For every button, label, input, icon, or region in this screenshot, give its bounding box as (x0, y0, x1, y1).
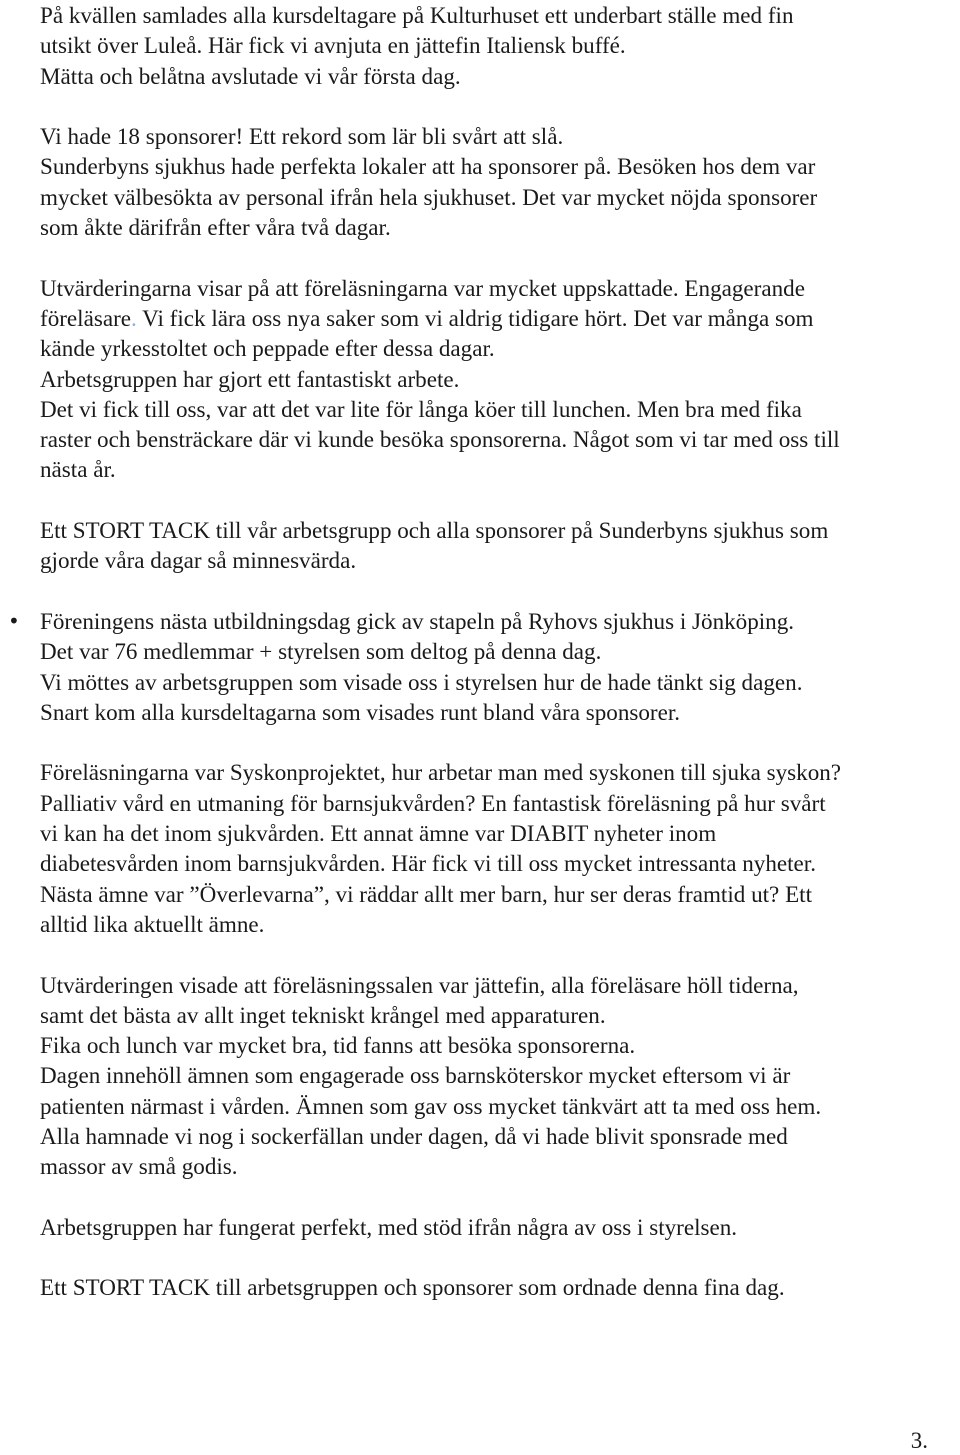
text-line: raster och bensträckare där vi kunde besöka sponsorerna. Något som vi tar med oss till (40, 426, 840, 453)
text-line: mycket välbesökta av personal ifrån hela sjukhuset. Det var mycket nöjda sponsorer (40, 183, 818, 210)
text-line: alltid lika aktuellt ämne. (40, 910, 265, 937)
bullet-paragraph-jonkoping (8, 606, 955, 727)
text-line: samt det bästa av allt inget tekniskt krångel med apparaturen. (40, 1001, 606, 1028)
text-line: Arbetsgruppen har fungerat perfekt, med stöd ifrån några av oss i styrelsen. (40, 1213, 738, 1240)
text-line: På kvällen samlades alla kursdeltagare på Kulturhuset ett underbart ställe med fin (40, 2, 794, 28)
text-fragment: föreläsare (40, 304, 132, 331)
text-line: Snart kom alla kursdeltagarna som visades runt bland våra sponsorer. (40, 698, 681, 725)
text-line: Nästa ämne var ”Överlevarna”, vi räddar allt mer barn, hur ser deras framtid ut? Ett (40, 880, 813, 907)
document-page (8, 0, 955, 1303)
text-line: Sunderbyns sjukhus hade perfekta lokaler att ha sponsorer på. Besöken hos dem var (40, 153, 816, 180)
paragraph-sponsors (40, 121, 955, 242)
paragraph-thanks-1 (40, 515, 955, 576)
text-line: gjorde våra dagar så minnesvärda. (40, 547, 357, 574)
text-line: Vi hade 18 sponsorer! Ett rekord som lär bli svårt att slå. (40, 123, 564, 150)
text-line: Föreningens nästa utbildningsdag gick av stapeln på Ryhovs sjukhus i Jönköping. (40, 607, 795, 634)
text-fragment: Vi fick lära oss nya saker som vi aldrig tidigare hört. Det var många som (136, 304, 814, 331)
text-line: Arbetsgruppen har gjort ett fantastiskt arbete. (40, 365, 460, 392)
text-line: Ett STORT TACK till arbetsgruppen och sponsorer som ordnade denna fina dag. (40, 1274, 785, 1301)
text-line: Vi möttes av arbetsgruppen som visade oss i styrelsen hur de hade tänkt sig dagen. (40, 668, 803, 695)
text-line: utsikt över Luleå. Här fick vi avnjuta en jättefin Italiensk buffé. (40, 32, 626, 59)
text-line: diabetesvården inom barnsjukvården. Här fick vi till oss mycket intressanta nyheter. (40, 850, 816, 877)
text-line (40, 303, 955, 333)
text-line: Det vi fick till oss, var att det var lite för långa köer till lunchen. Men bra med fika (40, 395, 802, 422)
paragraph-intro (40, 0, 955, 91)
text-line: Alla hamnade vi nog i sockerfällan under dagen, då vi hade blivit sponsrade med (40, 1122, 788, 1149)
paragraph-thanks-2 (40, 1272, 955, 1302)
text-line: Utvärderingarna visar på att föreläsningarna var mycket uppskattade. Engagerande (40, 274, 805, 301)
text-line: Fika och lunch var mycket bra, tid fanns att besöka sponsorerna. (40, 1032, 636, 1059)
text-line: som åkte därifrån efter våra två dagar. (40, 214, 391, 241)
text-line: patienten närmast i vården. Ämnen som gav oss mycket tänkvärt att ta med oss hem. (40, 1092, 822, 1119)
text-line: Utvärderingen visade att föreläsningssalen var jättefin, alla föreläsare höll tiderna, (40, 971, 799, 998)
paragraph-evaluation (40, 273, 955, 485)
text-line: Det var 76 medlemmar + styrelsen som deltog på denna dag. (40, 638, 602, 665)
text-line: Föreläsningarna var Syskonprojektet, hur arbetar man med syskonen till sjuka syskon? (40, 759, 842, 786)
paragraph-evaluation-2 (40, 970, 955, 1182)
paragraph-lectures (40, 757, 955, 939)
text-line: Dagen innehöll ämnen som engagerade oss barnsköterskor mycket eftersom vi är (40, 1062, 791, 1089)
bullet-icon: • (8, 608, 20, 633)
text-line: kände yrkesstoltet och peppade efter dessa dagar. (40, 335, 495, 362)
text-line: vi kan ha det inom sjukvården. Ett annat ämne var DIABIT nyheter inom (40, 820, 717, 847)
text-line: Ett STORT TACK till vår arbetsgrupp och alla sponsorer på Sunderbyns sjukhus som (40, 517, 829, 544)
text-line: massor av små godis. (40, 1153, 238, 1180)
text-line: Palliativ vård en utmaning för barnsjukvården? En fantastisk föreläsning på hur svårt (40, 789, 826, 816)
page-number: 3. (910, 1428, 928, 1453)
text-line: nästa år. (40, 456, 116, 483)
paragraph-workgroup (40, 1212, 955, 1242)
text-line: Mätta och belåtna avslutade vi vår första dag. (40, 62, 461, 89)
colored-period: . (131, 304, 137, 331)
